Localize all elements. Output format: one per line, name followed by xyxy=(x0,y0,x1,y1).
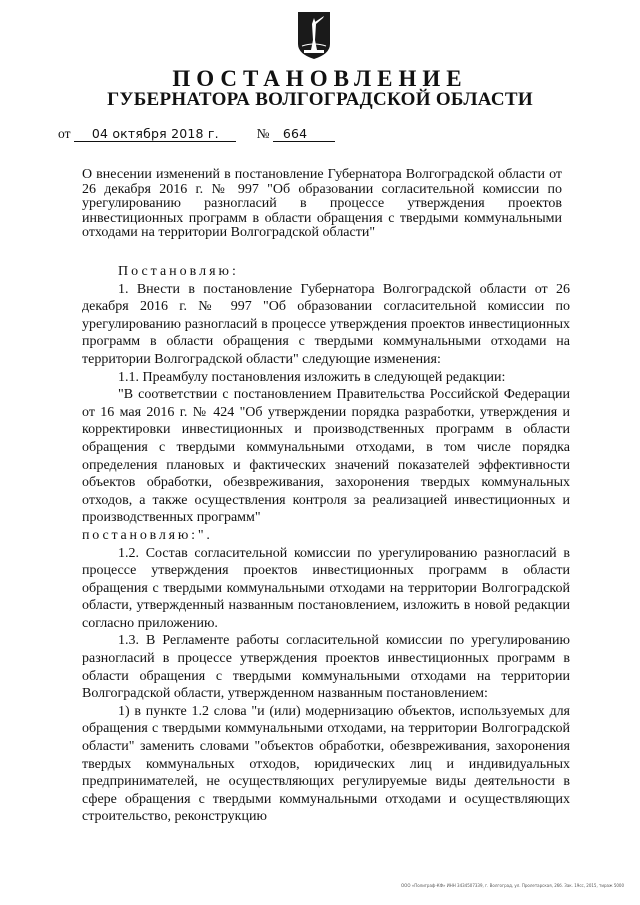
document-title: ПОСТАНОВЛЕНИЕ xyxy=(172,66,468,91)
decree-word: Постановляю: xyxy=(118,264,239,279)
preamble-quote: "В соответствии с постановлением Правительства Российской Федерации от 16 мая 2016 г. № 424 "Об утверждении порядка разработки, утверждения и корректировки инвестиционных и производственных программ в области обращения с твердыми коммунальными отходами, в том числе порядка определения плановых и фактических значений показателей эффективности объектов обработки, обезвреживания, захоронения твердых коммунальных отходов, а также осуществления контроля за реализацией инвестиционных и производственных программ" xyxy=(82,387,570,526)
paragraph-1-3: 1.3. В Регламенте работы согласительной комиссии по урегулированию разногласий в процессе утверждения проектов инвестиционных программ в области обращения с твердыми коммунальными отходами на территории Волгоградской области, утвержденном названным постановлением: xyxy=(82,633,570,702)
document-body xyxy=(82,263,570,826)
paragraph-1-1: 1.1. Преамбулу постановления изложить в следующей редакции: xyxy=(118,369,506,385)
paragraph-1: 1. Внести в постановление Губернатора Волгоградской области от 26 декабря 2016 г. № 997 "Об образовании согласительной комиссии по урегулированию разногласий в процессе утверждения проектов инвестиционных программ в области обращения с твердыми коммунальными отходами на территории Волгоградской области" следующие изменения: xyxy=(82,281,570,367)
document-heading xyxy=(82,168,562,241)
paragraph-1-2: 1.2. Состав согласительной комиссии по урегулированию разногласий в процессе утверждения проектов инвестиционных программ в области обращения с твердыми коммунальными отходами на территории Волгоградской области, утвержденный названным постановлением, изложить в новой редакции согласно приложению. xyxy=(82,545,570,631)
preamble-quote-end: постановляю:". xyxy=(82,527,213,543)
coat-of-arms-icon xyxy=(296,10,332,60)
number-label: № xyxy=(256,126,270,141)
printer-imprint: ООО «Полиграф-КФ» ИНН 3434507339, г. Волгоград, ул. Пролетарская, 26б. Зак. 19сс, 2015, тираж 5000 xyxy=(401,883,624,888)
paragraph-1-3-1: 1) в пункте 1.2 слова "и (или) модернизацию объектов, используемых для обращения с твердыми коммунальными отходами, на территории Волгоградской области" заменить словами "объектов обработки, обезвреживания, захоронения твердых коммунальных отходов, юридических лиц и индивидуальных предпринимателей, не осуществляющих регулируемые виды деятельности в сфере обращения с твердыми коммунальными отходами и осуществляющих строительство, реконструкцию xyxy=(82,703,570,825)
heading-text: О внесении изменений в постановление Губернатора Волгоградской области от 26 декабря 2016 г. № 997 "Об образовании согласительной комиссии по урегулированию разногласий в процессе утверждения проектов инвестиционных программ в области обращения с твердыми коммунальными отходами на территории Волгоградской области" xyxy=(82,167,562,241)
document-issuer: ГУБЕРНАТОРА ВОЛГОГРАДСКОЙ ОБЛАСТИ xyxy=(107,89,533,110)
number-value: 664 xyxy=(273,126,335,142)
date-number-line xyxy=(58,126,335,142)
date-label: от xyxy=(58,126,71,141)
date-value: 04 октября 2018 г. xyxy=(74,126,236,142)
